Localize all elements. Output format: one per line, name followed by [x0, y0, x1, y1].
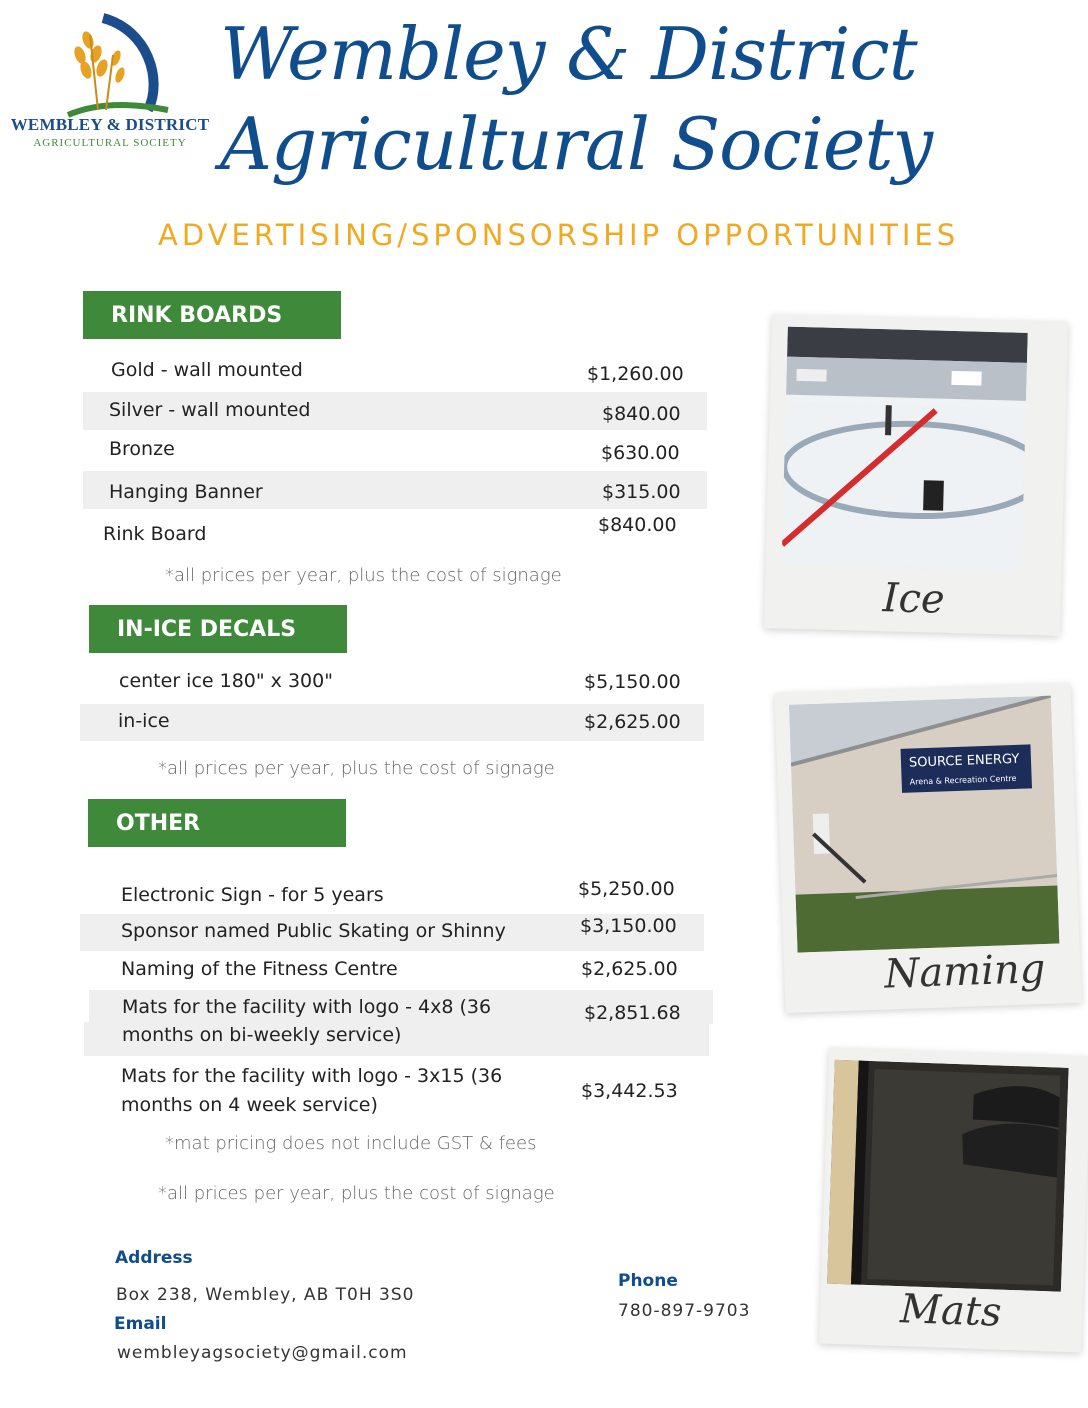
- rink-item-price: $840.00: [598, 514, 677, 536]
- page-subtitle: ADVERTISING/SPONSORSHIP OPPORTUNITIES: [158, 218, 960, 252]
- logo-subtitle: AGRICULTURAL SOCIETY: [33, 137, 187, 149]
- other-item-label: Electronic Sign - for 5 years: [121, 884, 384, 906]
- rink-item-price: $840.00: [602, 403, 681, 425]
- arena-building-photo: [789, 696, 1059, 953]
- mat-pricing-note: *mat pricing does not include GST & fees: [165, 1133, 537, 1154]
- phone-label: Phone: [618, 1271, 678, 1291]
- rink-item-label: Hanging Banner: [109, 481, 263, 503]
- decal-item-price: $2,625.00: [584, 711, 681, 733]
- photo-frame-naming: [775, 683, 1082, 1013]
- photo-caption-naming: Naming: [883, 945, 1047, 998]
- other-item-label-line1: Mats for the facility with logo - 4x8 (36: [122, 996, 492, 1018]
- sign-text-source-energy: SOURCE ENERGY: [908, 751, 1020, 771]
- photo-caption-mats: Mats: [899, 1286, 1003, 1336]
- photo-caption-ice: Ice: [882, 575, 946, 623]
- other-item-label-line2: months on bi-weekly service): [122, 1024, 402, 1046]
- rink-item-price: $1,260.00: [587, 363, 684, 385]
- other-item-price: $3,150.00: [580, 915, 677, 937]
- section-header-other: OTHER: [88, 799, 346, 847]
- section-header-in-ice-decals: IN-ICE DECALS: [89, 605, 347, 653]
- rink-item-label: Rink Board: [103, 523, 207, 545]
- other-item-price: $3,442.53: [581, 1080, 678, 1102]
- decal-item-price: $5,150.00: [584, 671, 681, 693]
- pricing-note: *all prices per year, plus the cost of signage: [165, 565, 562, 586]
- other-item-label-line2: months on 4 week service): [121, 1094, 378, 1116]
- email-label: Email: [114, 1314, 167, 1334]
- rink-item-label: Silver - wall mounted: [109, 399, 311, 421]
- address-value: Box 238, Wembley, AB T0H 3S0: [116, 1285, 415, 1305]
- rink-item-label: Bronze: [109, 438, 175, 460]
- pricing-note: *all prices per year, plus the cost of signage: [158, 758, 555, 779]
- rink-item-price: $630.00: [601, 442, 680, 464]
- floor-mat-photo: [827, 1060, 1069, 1292]
- page-title-line1: Wembley & District: [220, 12, 917, 96]
- other-item-price: $2,851.68: [584, 1002, 681, 1024]
- phone-value[interactable]: 780-897-9703: [618, 1301, 751, 1321]
- photo-frame-ice: [764, 314, 1068, 636]
- other-item-label: Naming of the Fitness Centre: [121, 958, 398, 980]
- section-header-rink-boards: RINK BOARDS: [83, 291, 341, 339]
- other-item-price: $5,250.00: [578, 878, 675, 900]
- email-value[interactable]: wembleyagsociety@gmail.com: [117, 1343, 408, 1363]
- other-item-label-line1: Mats for the facility with logo - 3x15 (36: [121, 1065, 503, 1087]
- address-label: Address: [115, 1248, 193, 1268]
- sign-text-arena: Arena & Recreation Centre: [909, 773, 1017, 787]
- other-item-label: Sponsor named Public Skating or Shinny: [121, 920, 506, 942]
- photo-frame-mats: [819, 1048, 1088, 1353]
- decal-item-label: center ice 180" x 300": [119, 670, 333, 692]
- page-title-line2: Agricultural Society: [220, 102, 933, 186]
- decal-item-label: in-ice: [118, 710, 170, 732]
- other-item-price: $2,625.00: [581, 958, 678, 980]
- logo-name: WEMBLEY & DISTRICT: [10, 115, 210, 134]
- pricing-note: *all prices per year, plus the cost of signage: [158, 1183, 555, 1204]
- rink-item-label: Gold - wall mounted: [111, 359, 303, 381]
- ice-rink-photo: [782, 327, 1028, 571]
- rink-item-price: $315.00: [602, 481, 681, 503]
